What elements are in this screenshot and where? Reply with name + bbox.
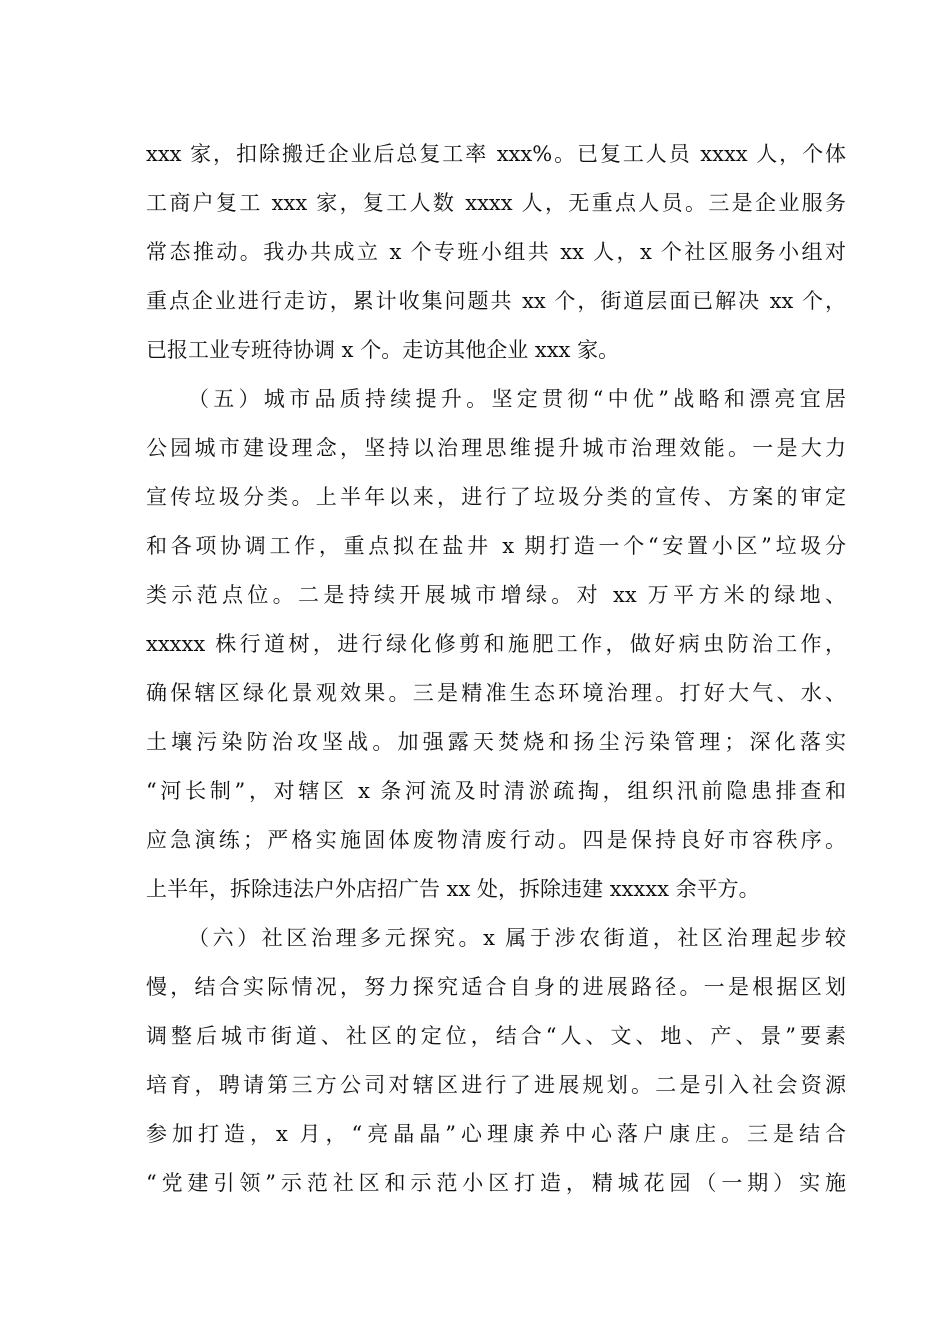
text-line: 确保辖区绿化景观效果。三是精准生态环境治理。打好大气、水、: [146, 681, 846, 705]
text-line: 慢，结合实际情况，努力探究适合自身的进展路径。一是根据区划: [146, 975, 846, 999]
body-text: [146, 130, 846, 1208]
text-line: xxx 家，扣除搬迁企业后总复工率 xxx%。已复工人员 xxxx 人，个体: [146, 142, 846, 166]
text-line: 上半年，拆除违法户外店招广告 xx 处，拆除违建 xxxxx 余平方。: [146, 877, 760, 901]
text-line: 宣传垃圾分类。上半年以来，进行了垃圾分类的宣传、方案的审定: [146, 485, 846, 509]
text-line: 土壤污染防治攻坚战。加强露天焚烧和扬尘污染管理；深化落实: [146, 730, 846, 754]
text-line: 常态推动。我办共成立 x 个专班小组共 xx 人，x 个社区服务小组对: [146, 240, 846, 264]
text-line: 应急演练；严格实施固体废物清废行动。四是保持良好市容秩序。: [146, 828, 846, 852]
text-line: xxxxx 株行道树，进行绿化修剪和施肥工作，做好病虫防治工作，: [146, 632, 846, 656]
text-line: “河长制”，对辖区 x 条河流及时清淤疏掏，组织汛前隐患排查和: [146, 779, 846, 803]
text-line: 参加打造，x 月，“亮晶晶”心理康养中心落户康庄。三是结合: [146, 1122, 846, 1146]
section-heading-line: （五）城市品质持续提升。坚定贯彻“中优”战略和漂亮宜居: [188, 387, 846, 411]
text-line: 公园城市建设理念，坚持以治理思维提升城市治理效能。一是大力: [146, 436, 846, 460]
text-line: 工商户复工 xxx 家，复工人数 xxxx 人，无重点人员。三是企业服务: [146, 191, 846, 215]
text-line: 已报工业专班待协调 x 个。走访其他企业 xxx 家。: [146, 338, 620, 362]
text-line: 和各项协调工作，重点拟在盐井 x 期打造一个“安置小区”垃圾分: [146, 534, 846, 558]
text-line: 重点企业进行走访，累计收集问题共 xx 个，街道层面已解决 xx 个，: [146, 289, 846, 313]
text-line: 类示范点位。二是持续开展城市增绿。对 xx 万平方米的绿地、: [146, 583, 846, 607]
text-line: 调整后城市街道、社区的定位，结合“人、文、地、产、景”要素: [146, 1024, 846, 1048]
section-heading-line: （六）社区治理多元探究。x 属于涉农街道，社区治理起步较: [188, 926, 846, 950]
text-line: “党建引领”示范社区和示范小区打造，精城花园（一期）实施: [146, 1171, 846, 1195]
text-line: 培育，聘请第三方公司对辖区进行了进展规划。二是引入社会资源: [146, 1073, 846, 1097]
